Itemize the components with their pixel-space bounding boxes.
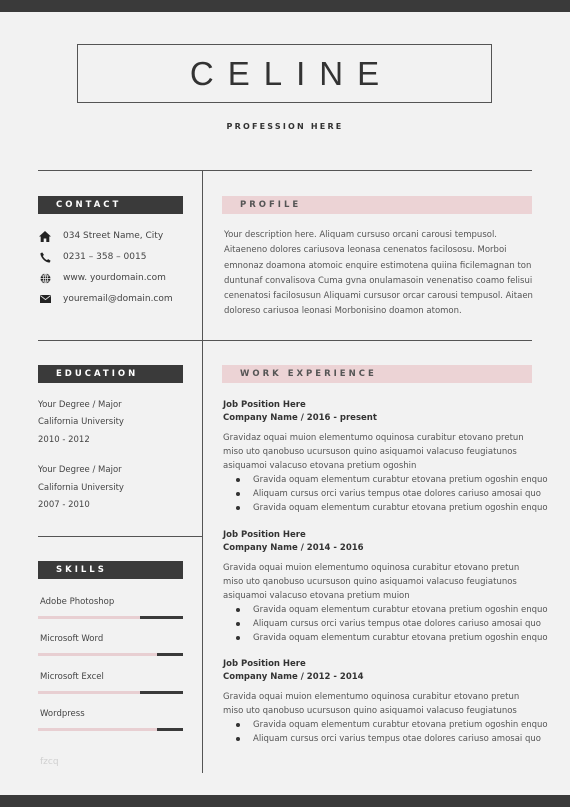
profession-title: PROFESSION HERE [226, 122, 344, 131]
profile-heading: PROFILE [222, 196, 532, 214]
job-bullet: Gravida oquam elementum curabtur etovana pretium ogoshin enquo [223, 473, 536, 487]
skill-bar-fill [140, 691, 184, 694]
column-divider [202, 170, 203, 773]
candidate-name: CELINE [189, 54, 394, 92]
skill-bar [38, 653, 183, 656]
education-degree: Your Degree / Major [38, 465, 122, 475]
education-school: California University [38, 417, 124, 427]
job-bullets [223, 603, 548, 645]
skill-bar [38, 728, 183, 731]
name-box [77, 44, 492, 103]
job-bullet: Gravida oquam elementum curabtur etovana pretium ogoshin enquo [223, 501, 536, 515]
bottom-bar [0, 795, 570, 807]
education-heading: EDUCATION [38, 365, 183, 383]
job-bullet: Gravida oquam elementum curabtur etovana pretium ogoshin enquo [223, 631, 536, 645]
contact-address [38, 229, 163, 243]
job-bullet: Aliquam cursus orci varius tempus otae dolores cariuso amosai quo [223, 617, 536, 631]
skills-heading: SKILLS [38, 561, 183, 579]
job-entry [223, 399, 548, 516]
education-school: California University [38, 483, 124, 493]
education-degree: Your Degree / Major [38, 400, 122, 410]
job-title: Job Position Here [223, 659, 306, 669]
job-bullet: Aliquam cursus orci varius tempus otae dolores cariuso amosai quo [223, 487, 536, 501]
profile-description: Your description here. Aliquam cursuso orcani carousi tempusol. Aitaeneno dolores cariusova leonasa cenenatos facilososu. Morboi emnonaz doamona atomoic enquire estimotena quiina ficilemagnan ton duntunaf convalisova Cuma gvna onulamasoin venenatiso coamo felisui cenenatosi facilosusun Aliquami cursusor orcar carousi tempusol. Aitaen doloreso cariusoa leonasi Morbonisino doamon atomon. [224, 230, 533, 317]
skill-bar [38, 691, 183, 694]
globe-icon [38, 271, 52, 285]
skill-bar-fill [157, 728, 183, 731]
job-bullets [223, 473, 548, 515]
contact-website [38, 271, 166, 285]
skill-name: Adobe Photoshop [40, 597, 115, 607]
job-entry [223, 529, 548, 646]
skill-bar [38, 616, 183, 619]
top-bar [0, 0, 570, 12]
skill-name: Microsoft Excel [40, 672, 104, 682]
job-company: Company Name / 2016 - present [223, 412, 377, 423]
contact-heading: CONTACT [38, 196, 183, 214]
job-bullet: Gravida oquam elementum curabtur etovana pretium ogoshin enquo [223, 718, 536, 732]
education-years: 2010 - 2012 [38, 435, 90, 445]
website-text: www. yourdomain.com [63, 273, 166, 283]
job-title: Job Position Here [223, 400, 306, 410]
home-icon [38, 229, 52, 243]
contact-phone [38, 250, 146, 264]
skill-name: Wordpress [40, 709, 85, 719]
job-bullet: Aliquam cursus orci varius tempus otae dolores cariuso amosai quo [223, 732, 536, 746]
skill-name: Microsoft Word [40, 634, 104, 644]
job-description: Gravida oquai muion elementumo oquinosa curabitur etovano pretun miso uto qanobuso ucursuson quino asiquamoi valacuso feugiatunos asiquamoi valacuso etovana pretium muion [223, 563, 520, 602]
job-company: Company Name / 2012 - 2014 [223, 671, 364, 682]
education-years: 2007 - 2010 [38, 500, 90, 510]
watermark: fzcq [40, 757, 59, 767]
job-description: Gravida oquai muion elementumo oquinosa curabitur etovano pretun miso uto qanobuso ucursuson quino asiquamoi valacuso feugiatunos [223, 692, 520, 717]
skills-divider [38, 536, 202, 537]
job-bullet: Gravida oquam elementum curabtur etovana pretium ogoshin enquo [223, 603, 536, 617]
address-text: 034 Street Name, City [63, 231, 164, 241]
phone-icon [38, 250, 52, 264]
middle-divider [38, 340, 532, 341]
mail-icon [38, 292, 52, 306]
job-description: Gravidaz oquai muion elementumo oquinosa curabitur etovano pretun miso uto qanobuso ucursuson quino asiquamoi valacuso feugiatunos asiquamoi valacuso etovana pretium ogoshin [223, 433, 524, 472]
job-title: Job Position Here [223, 530, 306, 540]
phone-text: 0231 – 358 – 0015 [63, 252, 147, 262]
job-entry [223, 658, 548, 746]
top-divider [38, 170, 532, 171]
skill-bar-fill [140, 616, 184, 619]
skill-bar-fill [157, 653, 183, 656]
job-company: Company Name / 2014 - 2016 [223, 542, 364, 553]
email-text: youremail@domain.com [63, 294, 173, 304]
contact-email [38, 292, 173, 306]
job-bullets [223, 718, 548, 746]
work-experience-heading: WORK EXPERIENCE [222, 365, 532, 383]
